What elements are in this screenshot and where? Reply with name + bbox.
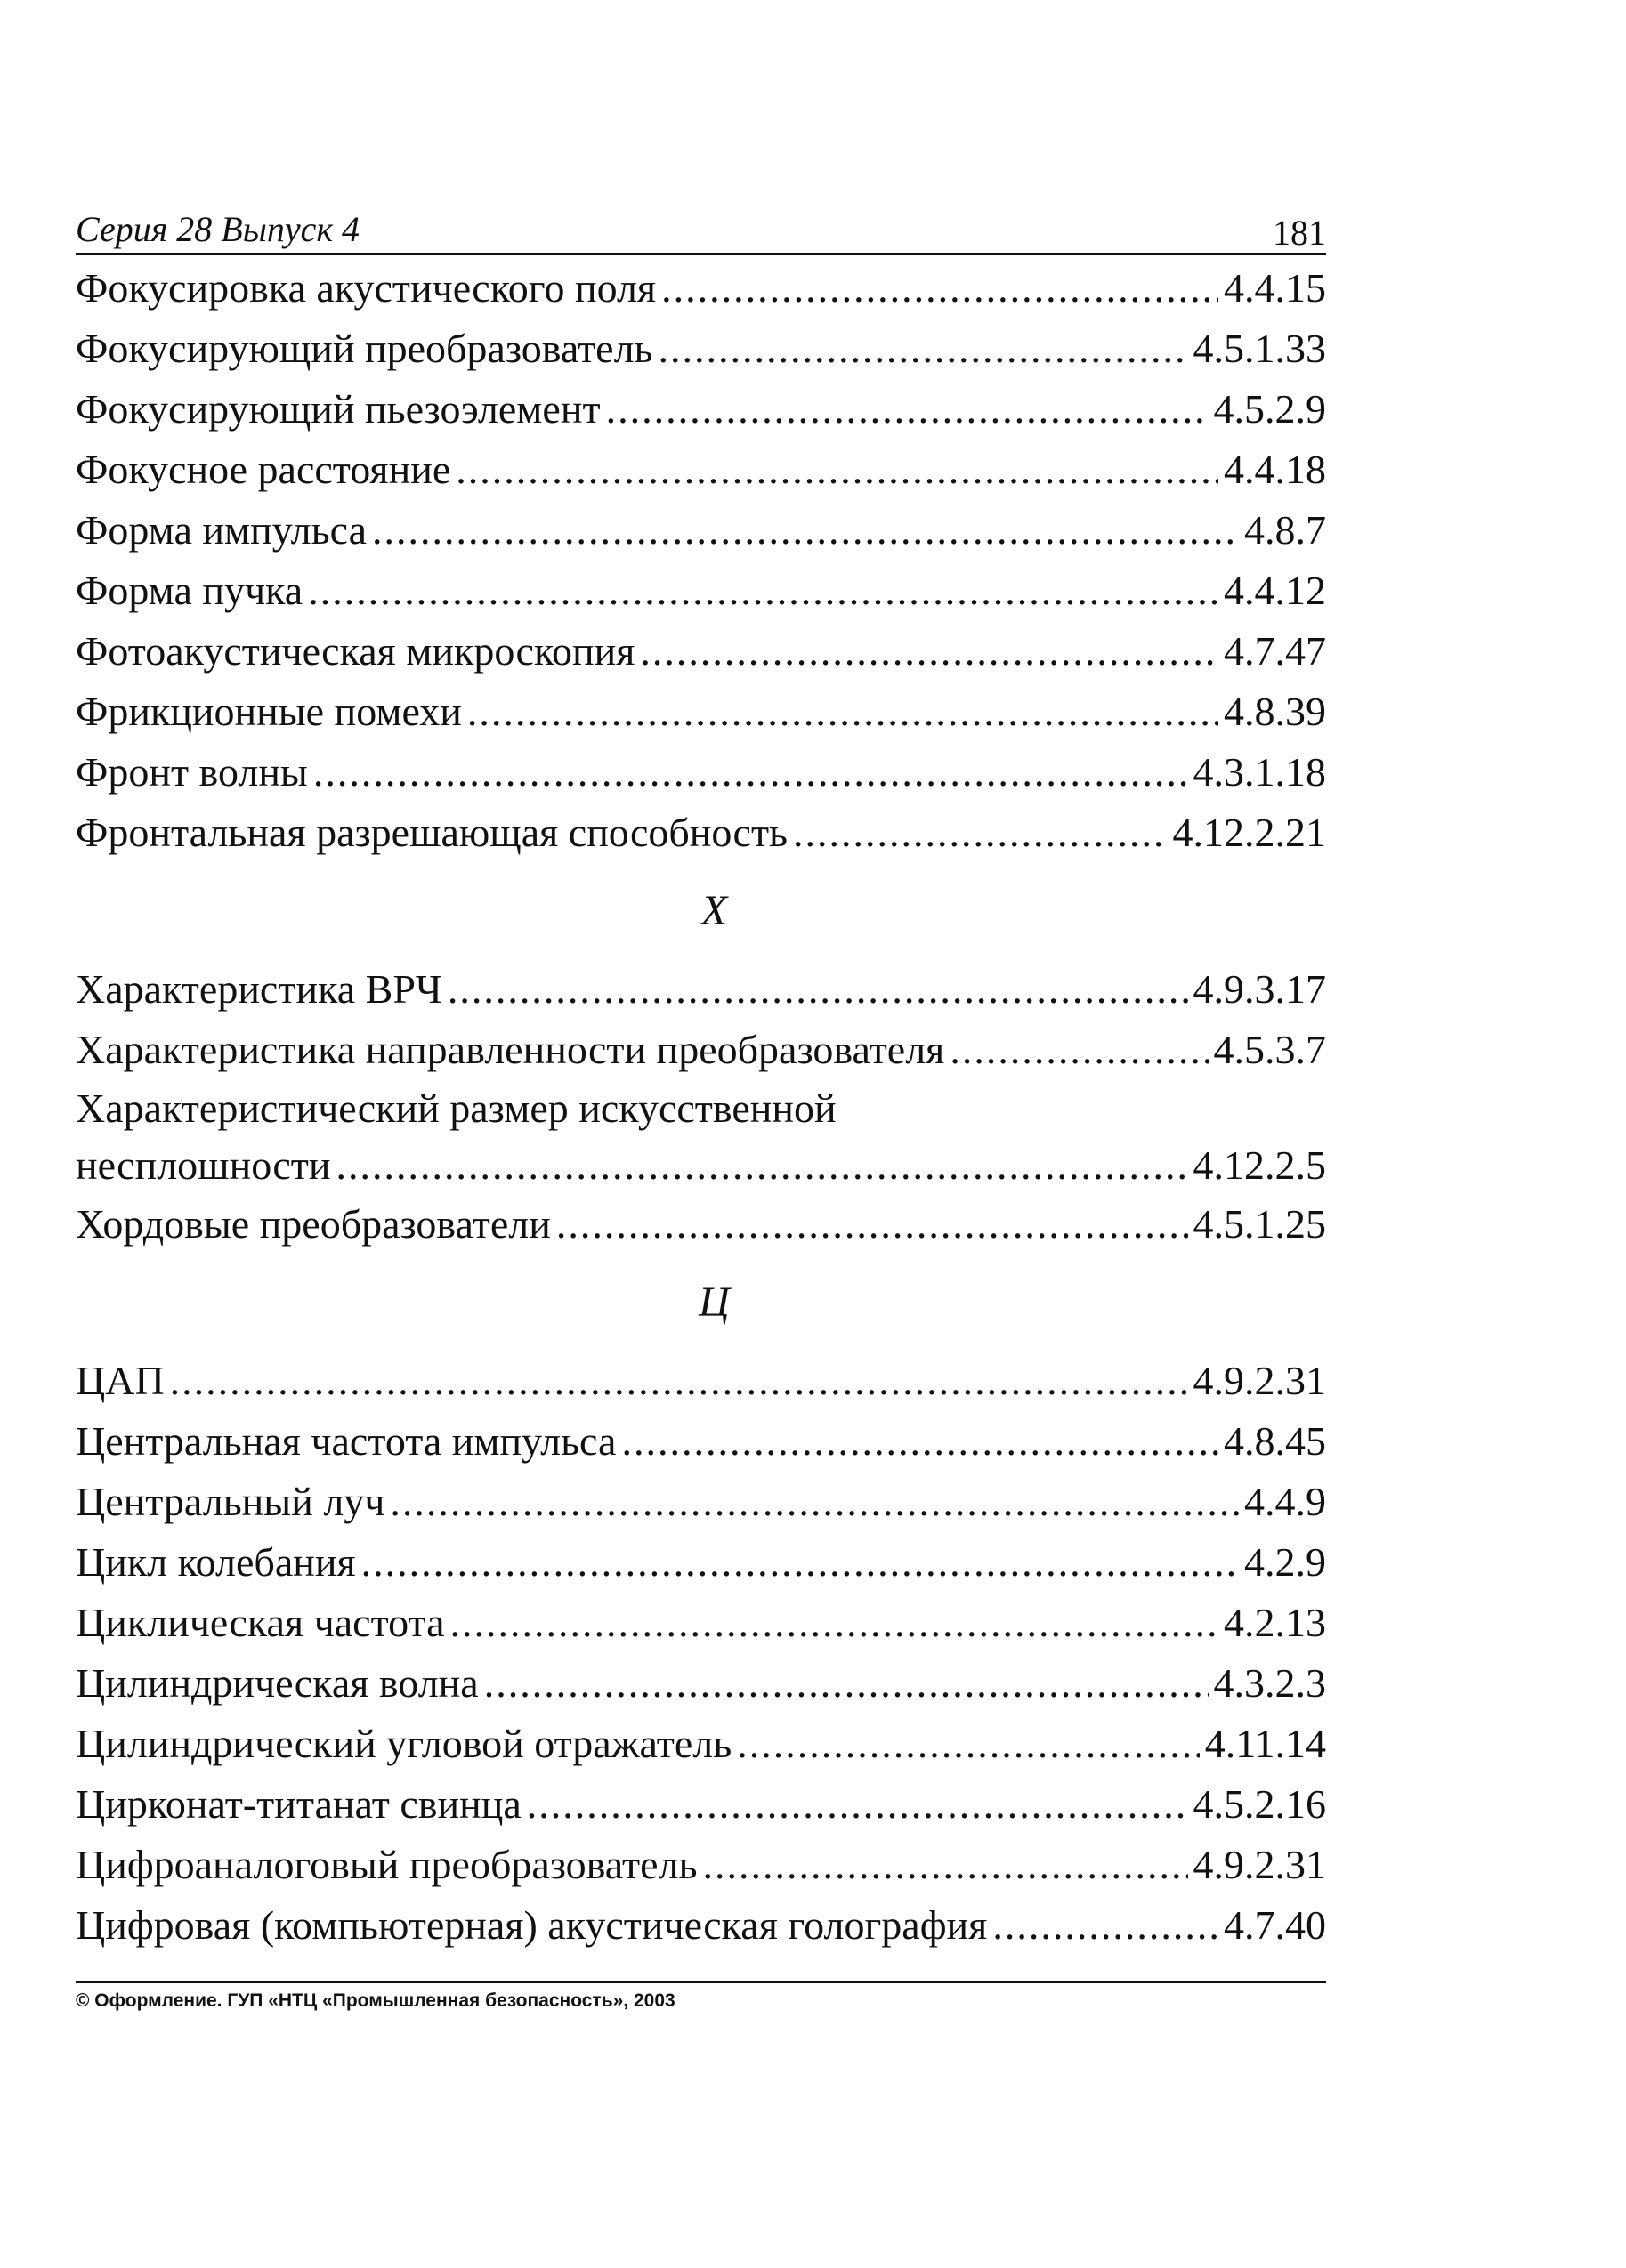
dot-leader [793, 803, 1167, 863]
index-entry [76, 803, 1326, 863]
page-footer [76, 1981, 1326, 2012]
entry-reference: 4.3.1.18 [1193, 749, 1326, 795]
index-entry [76, 1411, 1326, 1472]
dot-leader [992, 1895, 1218, 1956]
running-header [76, 206, 1326, 255]
entry-reference: 4.7.47 [1224, 628, 1326, 674]
entry-reference: 4.4.12 [1224, 568, 1326, 613]
series-title: Серия 28 Выпуск 4 [76, 209, 360, 249]
index-entry [76, 959, 1326, 1020]
entry-term: Цифровая (компьютерная) акустическая голография [76, 1902, 988, 1948]
entry-term: Фронтальная разрешающая способность [76, 810, 789, 855]
dot-leader [467, 682, 1218, 742]
dot-leader [170, 1351, 1188, 1411]
index-letter-heading: Ц [699, 1279, 730, 1326]
index-entry [76, 1472, 1326, 1532]
entry-reference: 4.9.3.17 [1193, 966, 1326, 1012]
index-entry [76, 1653, 1326, 1714]
index-letter-heading: Х [700, 887, 728, 934]
entry-term: Цилиндрический угловой отражатель [76, 1721, 732, 1766]
entry-term: Форма импульса [76, 507, 368, 553]
entry-term: Цифроаналоговый преобразователь [76, 1842, 698, 1887]
entry-term: Фронт волны [76, 749, 308, 795]
entry-reference: 4.8.39 [1224, 689, 1326, 734]
entry-reference: 4.11.14 [1204, 1721, 1326, 1766]
entry-reference: 4.9.2.31 [1193, 1358, 1326, 1403]
entry-term: Фокусирующий пьезоэлемент [76, 386, 601, 432]
entry-term: ЦАП [76, 1358, 165, 1403]
index-entry [76, 1351, 1326, 1411]
dot-leader [313, 742, 1188, 803]
dot-leader [336, 1137, 1188, 1194]
dot-leader [448, 959, 1188, 1020]
index-entry [76, 1532, 1326, 1593]
index-entry [76, 621, 1326, 682]
dot-leader [361, 1532, 1239, 1593]
entry-reference: 4.4.18 [1224, 447, 1326, 492]
dot-leader [621, 1411, 1218, 1472]
entry-reference: 4.8.45 [1224, 1418, 1326, 1464]
entry-term: Фрикционные помехи [76, 689, 462, 734]
entry-term: Характеристика направленности преобразователя [76, 1027, 945, 1072]
entry-reference: 4.12.2.21 [1172, 810, 1326, 855]
index-entry [76, 1593, 1326, 1653]
entry-term: Фотоакустическая микроскопия [76, 628, 635, 674]
dot-leader [308, 561, 1218, 621]
entry-term: Форма пучка [76, 568, 303, 613]
index-entry [76, 1020, 1326, 1080]
entry-term: Характеристика ВРЧ [76, 966, 442, 1012]
dot-leader [484, 1653, 1209, 1714]
index-entry [76, 682, 1326, 742]
index-entry [76, 1835, 1326, 1895]
dot-leader [640, 621, 1218, 682]
entry-term: Циклическая частота [76, 1600, 445, 1645]
index-entry [76, 742, 1326, 803]
entry-reference: 4.5.1.33 [1193, 326, 1326, 371]
dot-leader [390, 1472, 1239, 1532]
index-entry [76, 1774, 1326, 1835]
entry-reference: 4.5.2.9 [1213, 386, 1326, 432]
entry-term: Хордовые преобразователи [76, 1201, 551, 1247]
dot-leader [737, 1714, 1200, 1774]
document-page [76, 0, 1326, 2268]
page-number: 181 [1273, 213, 1326, 253]
entry-reference: 4.3.2.3 [1213, 1660, 1326, 1706]
entry-term: Фокусирующий преобразователь [76, 326, 653, 371]
index-entry [76, 319, 1326, 379]
index-entry [76, 1895, 1326, 1956]
dot-leader [659, 319, 1188, 379]
entry-reference: 4.2.9 [1244, 1539, 1326, 1585]
entry-term: Центральная частота импульса [76, 1418, 617, 1464]
entry-reference: 4.4.15 [1224, 265, 1326, 311]
entry-reference: 4.8.7 [1244, 507, 1326, 553]
entry-reference: 4.7.40 [1224, 1902, 1326, 1948]
entry-term: Характеристический размер искусственной [76, 1086, 837, 1131]
entry-reference: 4.12.2.5 [1193, 1142, 1326, 1188]
entry-term: Фокусировка акустического поля [76, 265, 657, 311]
index-entry [76, 1080, 1326, 1194]
dot-leader [661, 258, 1218, 319]
entry-reference: 4.9.2.31 [1193, 1842, 1326, 1887]
dot-leader [950, 1020, 1208, 1080]
entry-reference: 4.2.13 [1224, 1600, 1326, 1645]
entry-reference: 4.5.2.16 [1193, 1781, 1326, 1827]
entry-reference: 4.5.1.25 [1193, 1201, 1326, 1247]
entry-term: Цилиндрическая волна [76, 1660, 479, 1706]
index-entry [76, 561, 1326, 621]
subject-index [76, 258, 1326, 1956]
index-entry [76, 379, 1326, 440]
entry-term: Цикл колебания [76, 1539, 356, 1585]
index-entry [76, 1194, 1326, 1255]
dot-leader [372, 500, 1239, 561]
dot-leader [456, 440, 1218, 500]
dot-leader [702, 1835, 1187, 1895]
dot-leader [450, 1593, 1218, 1653]
dot-leader [527, 1774, 1188, 1835]
copyright-notice: © Оформление. ГУП «НТЦ «Промышленная безопасность», 2003 [76, 1990, 675, 2011]
entry-term: Цирконат-титанат свинца [76, 1781, 522, 1827]
dot-leader [556, 1194, 1188, 1255]
entry-term: Фокусное расстояние [76, 447, 451, 492]
entry-term-continuation: несплошности [76, 1142, 331, 1188]
entry-reference: 4.5.3.7 [1213, 1027, 1326, 1072]
entry-reference: 4.4.9 [1244, 1479, 1326, 1524]
index-entry [76, 258, 1326, 319]
index-entry [76, 1714, 1326, 1774]
entry-term: Центральный луч [76, 1479, 385, 1524]
index-entry [76, 440, 1326, 500]
index-entry [76, 500, 1326, 561]
dot-leader [606, 379, 1209, 440]
